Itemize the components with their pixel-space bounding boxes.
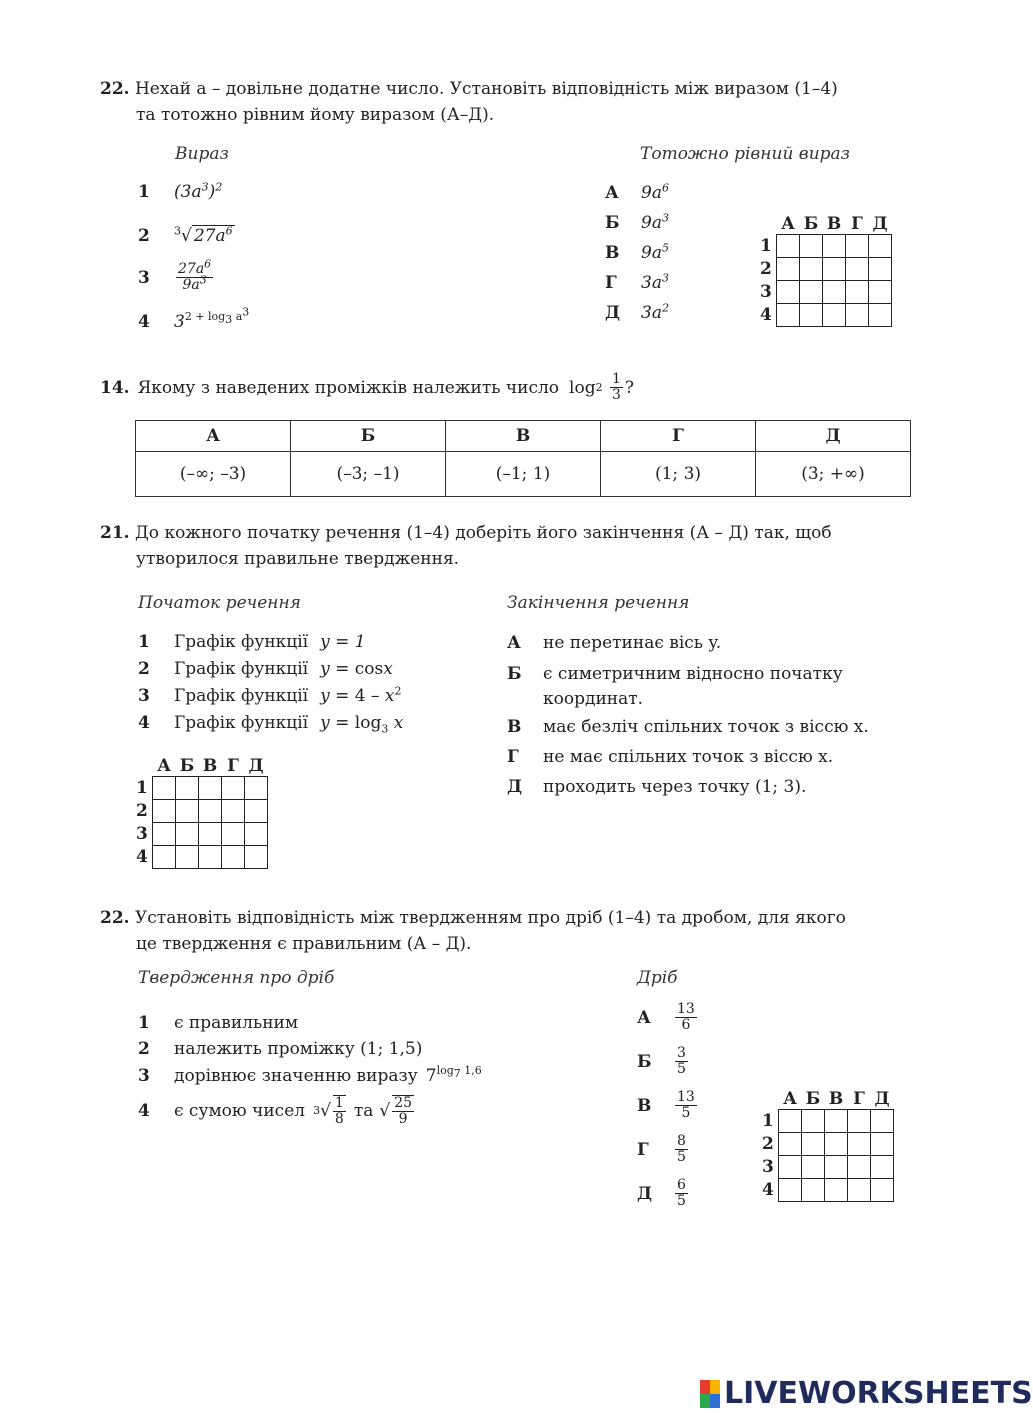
q22a-option-b [605,213,669,233]
start-text: Графік функції [174,713,309,733]
answer-cell[interactable] [779,1133,802,1156]
option-expression: $3a^2$ [641,301,669,323]
q14-interval-cell: (1; 3) [601,452,756,497]
answer-cell[interactable] [199,800,222,823]
q21-start-1 [138,632,366,652]
item-number: 1 [138,182,150,202]
q14-text: Якому з наведених проміжків належить число [137,377,560,398]
q21-ending-e [507,777,806,797]
item-expression: $^3$√ $27a^6$ [174,224,233,246]
answer-cell[interactable] [823,281,846,304]
q22a-question [100,76,920,128]
answer-cell[interactable] [846,281,869,304]
answer-cell[interactable] [825,1110,848,1133]
brand-text: LIVEWORKSHEETS [724,1376,1033,1411]
q22b-left-header: Твердження про дріб [138,968,335,988]
q21-start-3 [138,686,402,706]
option-letter: Б [637,1051,652,1072]
start-number: 3 [138,686,150,706]
option-letter: Д [605,303,621,323]
q21-right-header: Закінчення речення [507,593,690,613]
answer-cell[interactable] [846,258,869,281]
option-letter: Д [637,1183,653,1204]
answer-cell[interactable] [199,777,222,800]
answer-cell[interactable] [222,800,245,823]
answer-cell[interactable] [825,1156,848,1179]
q22a-right-header: Тотожно рівний вираз [640,144,850,164]
q22a-option-a [605,183,669,203]
ending-text-line2: координат. [543,689,644,709]
answer-cell[interactable] [869,304,892,327]
q14-expression: log 2 $\frac{1}{3}$ ? [569,371,635,403]
q22b-option-b [637,1046,690,1077]
option-fraction [675,1090,697,1121]
answer-cell[interactable] [823,235,846,258]
answer-cell[interactable] [153,846,176,869]
start-text: Графік функції [174,686,309,706]
q14-header-cell: Г [601,421,756,452]
grid-col-header: Б [803,214,819,234]
fraction-numerator: 6 [677,1177,686,1193]
answer-cell[interactable] [800,235,823,258]
item-expression-sqrt: √ $\frac{25}{9}$ [379,1095,413,1127]
answer-cell[interactable] [800,281,823,304]
option-letter: Г [605,273,617,293]
q22a-number: 22. [100,79,130,99]
q14-header-cell: Б [291,421,446,452]
option-fraction [675,1046,688,1077]
answer-cell[interactable] [871,1156,894,1179]
answer-cell[interactable] [825,1133,848,1156]
answer-cell[interactable] [199,846,222,869]
fraction-numerator: 13 [677,1089,695,1105]
option-fraction [675,1002,697,1033]
item-text: є сумою чисел [174,1101,306,1121]
grid-col-header: А [783,1089,797,1109]
fraction-denominator: 5 [677,1061,686,1077]
grid-col-header: Д [872,214,888,234]
start-text: Графік функції [174,632,309,652]
grid-col-header: А [781,214,795,234]
option-expression: $9a^5$ [641,241,669,263]
item-text: є правильним [174,1013,299,1033]
answer-cell[interactable] [823,304,846,327]
q22a-item-1 [138,182,222,202]
fraction-numerator: 8 [677,1133,686,1149]
item-expression: $3^{2 + log_3 a^3}$ [174,305,250,332]
ending-letter: А [507,633,521,653]
grid-row-label: 3 [762,1157,774,1177]
q22a-left-header: Вираз [175,144,229,164]
q21-text-line2: утворилося правильне твердження. [136,549,460,569]
q21-ending-d [507,747,833,767]
answer-cell[interactable] [779,1110,802,1133]
ending-letter: Г [507,747,519,767]
grid-col-header: Г [853,1089,865,1109]
q21-answer-grid [136,756,268,869]
option-expression: $3a^3$ [641,271,669,293]
start-text: Графік функції [174,659,309,679]
q22b-option-a [637,1002,699,1033]
q14-interval-cell: (–∞; –3) [136,452,291,497]
q22b-option-c [637,1090,699,1121]
q21-start-2 [138,659,393,679]
item-text: дорівнює значенню виразу [174,1066,418,1086]
grid-col-header: В [828,1089,844,1109]
answer-cell[interactable] [871,1133,894,1156]
grid-col-header: Д [874,1089,890,1109]
option-letter: Б [605,213,620,233]
grid-col-header: В [826,214,842,234]
answer-cell[interactable] [848,1156,871,1179]
ending-text: має безліч спільних точок з віссю x. [543,717,869,737]
q22b-option-d [637,1134,690,1165]
q22b-answer-grid [762,1089,894,1202]
item-number: 3 [138,267,150,288]
q21-left-header: Початок речення [138,593,301,613]
item-expression: $(3a^3)^2$ [174,180,223,202]
q22a-option-e [605,303,669,323]
item-expression-cuberoot: 3 √ $\frac{1}{8}$ [313,1095,344,1127]
q22b-text-line2: це твердження є правильним (А – Д). [136,934,472,954]
start-expression: y = 1 [320,632,366,652]
answer-cell[interactable] [199,823,222,846]
item-number: 4 [138,1101,150,1121]
grid-col-header: Б [179,756,195,776]
answer-cell[interactable] [245,846,268,869]
q22b-item-4 [138,1095,416,1127]
grid-row-label: 3 [136,824,148,844]
ending-text: є симетричним відносно початку [543,664,843,684]
q22b-item-3 [138,1066,482,1086]
answer-cell[interactable] [777,304,800,327]
answer-cell[interactable] [777,258,800,281]
fraction-denominator: 5 [677,1149,686,1165]
start-expression: $y = 4 - x^2$ [320,684,402,706]
grid-col-header: Г [851,214,863,234]
q21-ending-b [507,662,843,712]
q21-question [100,520,920,572]
lw-logo-icon [700,1380,720,1408]
q14-header-cell: А [136,421,291,452]
answer-cell[interactable] [176,846,199,869]
grid-col-header: В [202,756,218,776]
grid-col-header: Б [805,1089,821,1109]
answer-cell[interactable] [779,1179,802,1202]
answer-cell[interactable] [153,777,176,800]
q22b-right-header: Дріб [637,968,678,988]
answer-cell[interactable] [245,823,268,846]
answer-cell[interactable] [848,1133,871,1156]
answer-cell[interactable] [245,777,268,800]
q22a-text-line2: та тотожно рівним йому виразом (А–Д). [136,105,495,125]
answer-cell[interactable] [777,235,800,258]
item-text: належить проміжку (1; 1,5) [174,1039,423,1059]
q22b-question [100,905,920,957]
item-expression: $7^{log_7 1,6}$ [425,1064,482,1086]
ending-text: не має спільних точок з віссю x. [543,747,834,767]
q22a-text-line1: Нехай a – довільне додатне число. Установіть відповідність між виразом (1–4) [134,79,838,99]
fraction-denominator: 6 [681,1017,691,1033]
answer-cell[interactable] [869,258,892,281]
answer-cell[interactable] [825,1179,848,1202]
answer-cell[interactable] [245,800,268,823]
q14-question [100,372,634,403]
answer-cell[interactable] [153,823,176,846]
grid-row-label: 2 [136,801,148,821]
q14-interval-cell: (–1; 1) [446,452,601,497]
q21-ending-a [507,633,721,653]
answer-cell[interactable] [176,777,199,800]
q22b-text-line1: Установіть відповідність між твердженням про дріб (1–4) та дробом, для якого [134,908,846,928]
grid-row-label: 1 [762,1111,774,1131]
answer-cell[interactable] [176,823,199,846]
q22a-item-4 [138,305,250,332]
answer-cell[interactable] [802,1156,825,1179]
grid-col-header: А [157,756,171,776]
answer-cell[interactable] [869,235,892,258]
answer-cell[interactable] [846,304,869,327]
option-letter: А [637,1007,651,1028]
liveworksheets-logo[interactable] [700,1376,1033,1411]
answer-cell[interactable] [848,1179,871,1202]
grid-row-label: 1 [760,236,772,256]
start-number: 2 [138,659,150,679]
option-expression: $9a^6$ [641,181,669,203]
option-letter: В [637,1095,652,1116]
answer-cell[interactable] [176,800,199,823]
start-number: 1 [138,632,150,652]
answer-cell[interactable] [869,281,892,304]
answer-cell[interactable] [222,846,245,869]
grid-row-label: 2 [760,259,772,279]
answer-cell[interactable] [802,1133,825,1156]
grid-row-label: 4 [760,305,772,325]
q22a-option-c [605,243,669,263]
q22b-item-1 [138,1013,298,1033]
q21-start-4 [138,713,404,736]
q14-interval-table [135,420,911,497]
answer-cell[interactable] [800,304,823,327]
grid-row-label: 2 [762,1134,774,1154]
grid-row-label: 4 [762,1180,774,1200]
start-expression: $y = \log_3 x$ [320,713,404,736]
option-expression: $9a^3$ [641,211,669,233]
item-number: 4 [138,312,150,332]
answer-cell[interactable] [846,235,869,258]
q22b-option-e [637,1178,690,1209]
ending-text: не перетинає вісь y. [543,633,722,653]
fraction-numerator: 3 [677,1045,686,1061]
ending-text: проходить через точку (1; 3). [543,777,807,797]
q22a-item-2 [138,226,235,246]
item-mid-text: та [353,1101,374,1121]
answer-cell[interactable] [222,777,245,800]
fraction-denominator: 5 [677,1193,686,1209]
start-expression: y = cosx [320,659,393,679]
q22b-number: 22. [100,908,130,928]
answer-cell[interactable] [802,1110,825,1133]
answer-cell[interactable] [777,281,800,304]
option-letter: Г [637,1139,649,1160]
item-number: 2 [138,226,150,246]
q22a-item-3 [138,257,215,293]
grid-row-label: 3 [760,282,772,302]
ending-letter: Д [507,777,523,797]
item-number: 2 [138,1039,150,1059]
q14-interval-cell: (–3; –1) [291,452,446,497]
ending-letter: В [507,717,522,737]
item-number: 3 [138,1066,150,1086]
q14-header-cell: В [446,421,601,452]
fraction-denominator: 5 [681,1105,691,1121]
start-number: 4 [138,713,150,733]
grid-col-header: Д [248,756,264,776]
grid-row-label: 1 [136,778,148,798]
fraction-numerator: 13 [677,1001,695,1017]
ending-letter: Б [507,664,522,684]
answer-cell[interactable] [779,1156,802,1179]
q22a-answer-grid [760,214,892,327]
q14-number: 14. [100,377,130,398]
q21-number: 21. [100,523,130,543]
answer-cell[interactable] [802,1179,825,1202]
answer-cell[interactable] [800,258,823,281]
q14-interval-cell: (3; +∞) [756,452,911,497]
q14-header-cell: Д [756,421,911,452]
answer-cell[interactable] [153,800,176,823]
item-expression: $\frac{27a^6}{9a^3}$ [178,257,212,293]
answer-cell[interactable] [871,1110,894,1133]
answer-cell[interactable] [823,258,846,281]
answer-cell[interactable] [848,1110,871,1133]
option-letter: А [605,183,619,203]
option-letter: В [605,243,620,263]
option-fraction [675,1134,688,1165]
answer-cell[interactable] [871,1179,894,1202]
grid-row-label: 4 [136,847,148,867]
q21-text-line1: До кожного початку речення (1–4) доберіть його закінчення (А – Д) так, щоб [134,523,832,543]
q21-ending-c [507,717,869,737]
item-number: 1 [138,1013,150,1033]
q22a-option-d [605,273,669,293]
grid-col-header: Г [227,756,239,776]
q22b-item-2 [138,1039,422,1059]
option-fraction [675,1178,688,1209]
answer-cell[interactable] [222,823,245,846]
